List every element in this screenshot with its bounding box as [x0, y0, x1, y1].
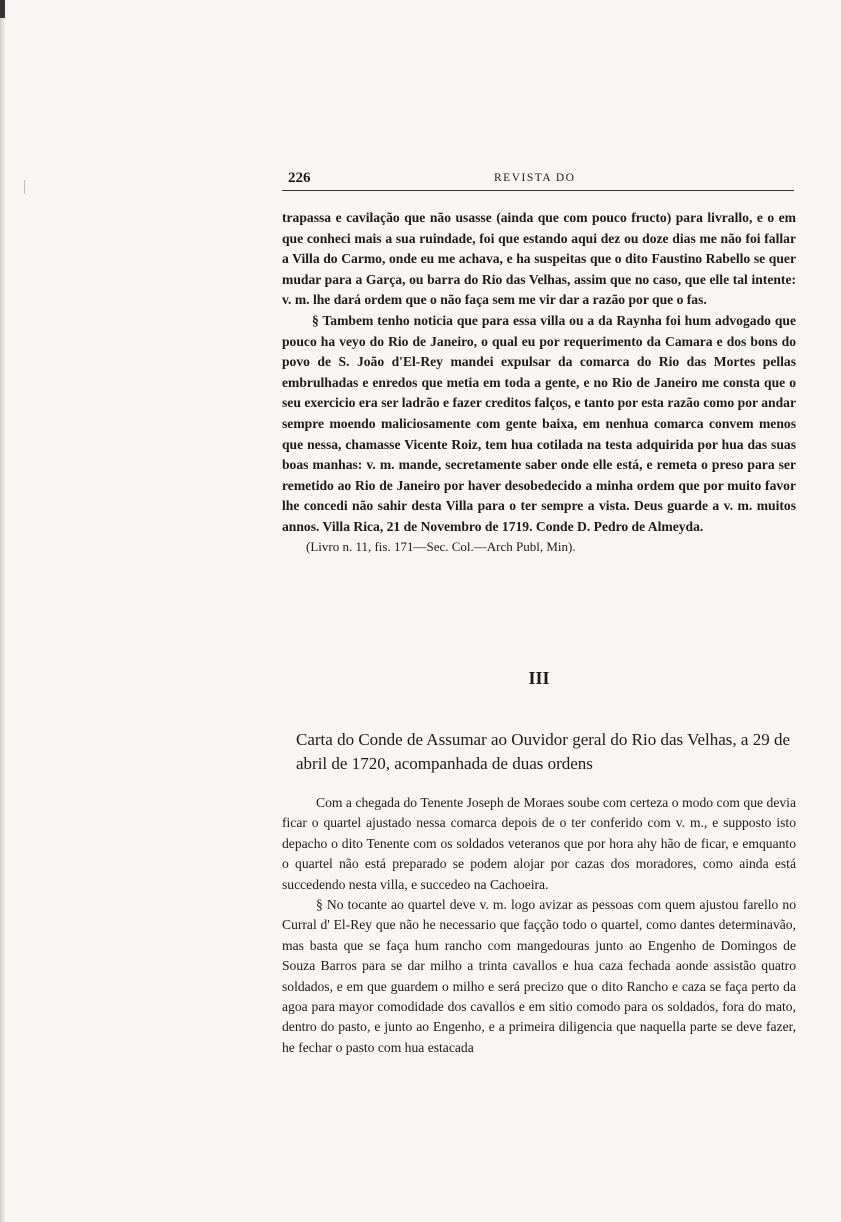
paragraph: § Tambem tenho noticia que para essa villa ou a da Raynha foi hum advogado que pouco ha veyo do Rio de Janeiro, o qual eu por requerimento da Camara e dos bons do povo de S. João d'El-Rey mandei expulsar da comarca do Rio das Mortes pellas embrulhadas e enredos que metia em toda a gente, e no Rio de Janeiro me consta que o seu exercicio era ser ladrão e fazer creditos falços, e tanto por esta razão como por andar sempre moendo maliciosamente com gente baixa, em nenhua comarca convem menos que nessa, chamasse Vicente Roiz, tem hua cotilada na testa adquirida por hua das suas boas manhas: v. m. mande, secretamente saber onde elle está, e remeta o preso para ser remetido ao Rio de Janeiro por haver desobedecido a minha ordem que por muito favor lhe concedi não sahir desta Villa para o ter sempre a vista. Deus guarde a v. m. muitos annos. Villa Rica, 21 de Novembro de 1719. Conde D. Pedro de Almeyda. [282, 312, 796, 534]
scan-corner-mark [0, 0, 5, 18]
paragraph: Com a chegada do Tenente Joseph de Moraes soube com certeza o modo com que devia ficar o quartel ajustado nessa comarca depois de o ter conferido com v. m., e supposto isto depacho o dito Tenente com os soldados veteranos que por hora ahy hão de ficar, e emquanto o quartel não está preparado se podem alojar por cazas dos moradores, como ainda está succedendo nesta villa, e succedeo na Cachoeira. [282, 795, 796, 892]
archive-reference: (Livro n. 11, fis. 171—Sec. Col.—Arch Publ, Min). [306, 538, 576, 554]
paragraph: trapassa e cavilação que não usasse (ainda que com pouco fructo) para livrallo, e o em que conheci mais a sua ruindade, foi que estando aqui dez ou doze dias me não foi fallar a Villa do Carmo, onde eu me achava, e ha suspeitas que o dito Faustino Rabello se quer mudar para a Garça, ou barra do Rio das Velhas, assim que no caso, que elle tal intente: v. m. lhe dará ordem que o não faça sem me vir dar a razão por que o fas. [282, 210, 796, 308]
letter-title: Carta do Conde de Assumar ao Ouvidor geral do Rio das Velhas, a 29 de abril de 1720, acompanhada de duas ordens [296, 730, 791, 773]
letter-continuation [282, 208, 796, 556]
page-edge-shadow [0, 0, 6, 1222]
scan-edge-mark [24, 180, 25, 194]
letter-body [282, 793, 796, 1058]
section-numeral: III [528, 668, 550, 688]
paragraph: § No tocante ao quartel deve v. m. logo avizar as pessoas com quem ajustou farello no Curral d' El-Rey que não he necessario que façção todo o quartel, como dantes determinavão, mas basta que se faça hum rancho com mangedouras junto ao Engenho de Domingos de Souza Barros para se dar milho a trinta cavallos e hua caza fechada aonde assistão quatro soldados, e em que guardem o milho e será precizo que o dito Rancho e caza se faça perto da agoa para mayor comodidade dos cavallos e em sitio comodo para os soldados, fora do mato, dentro do pasto, e junto ao Engenho, e a primeira diligencia que naquella parte se deve fazer, he fechar o pasto com hua estacada [282, 897, 796, 1055]
header-rule [282, 190, 794, 191]
journal-title: REVISTA DO [494, 172, 576, 184]
running-head [282, 168, 792, 190]
page-number: 226 [288, 170, 311, 186]
